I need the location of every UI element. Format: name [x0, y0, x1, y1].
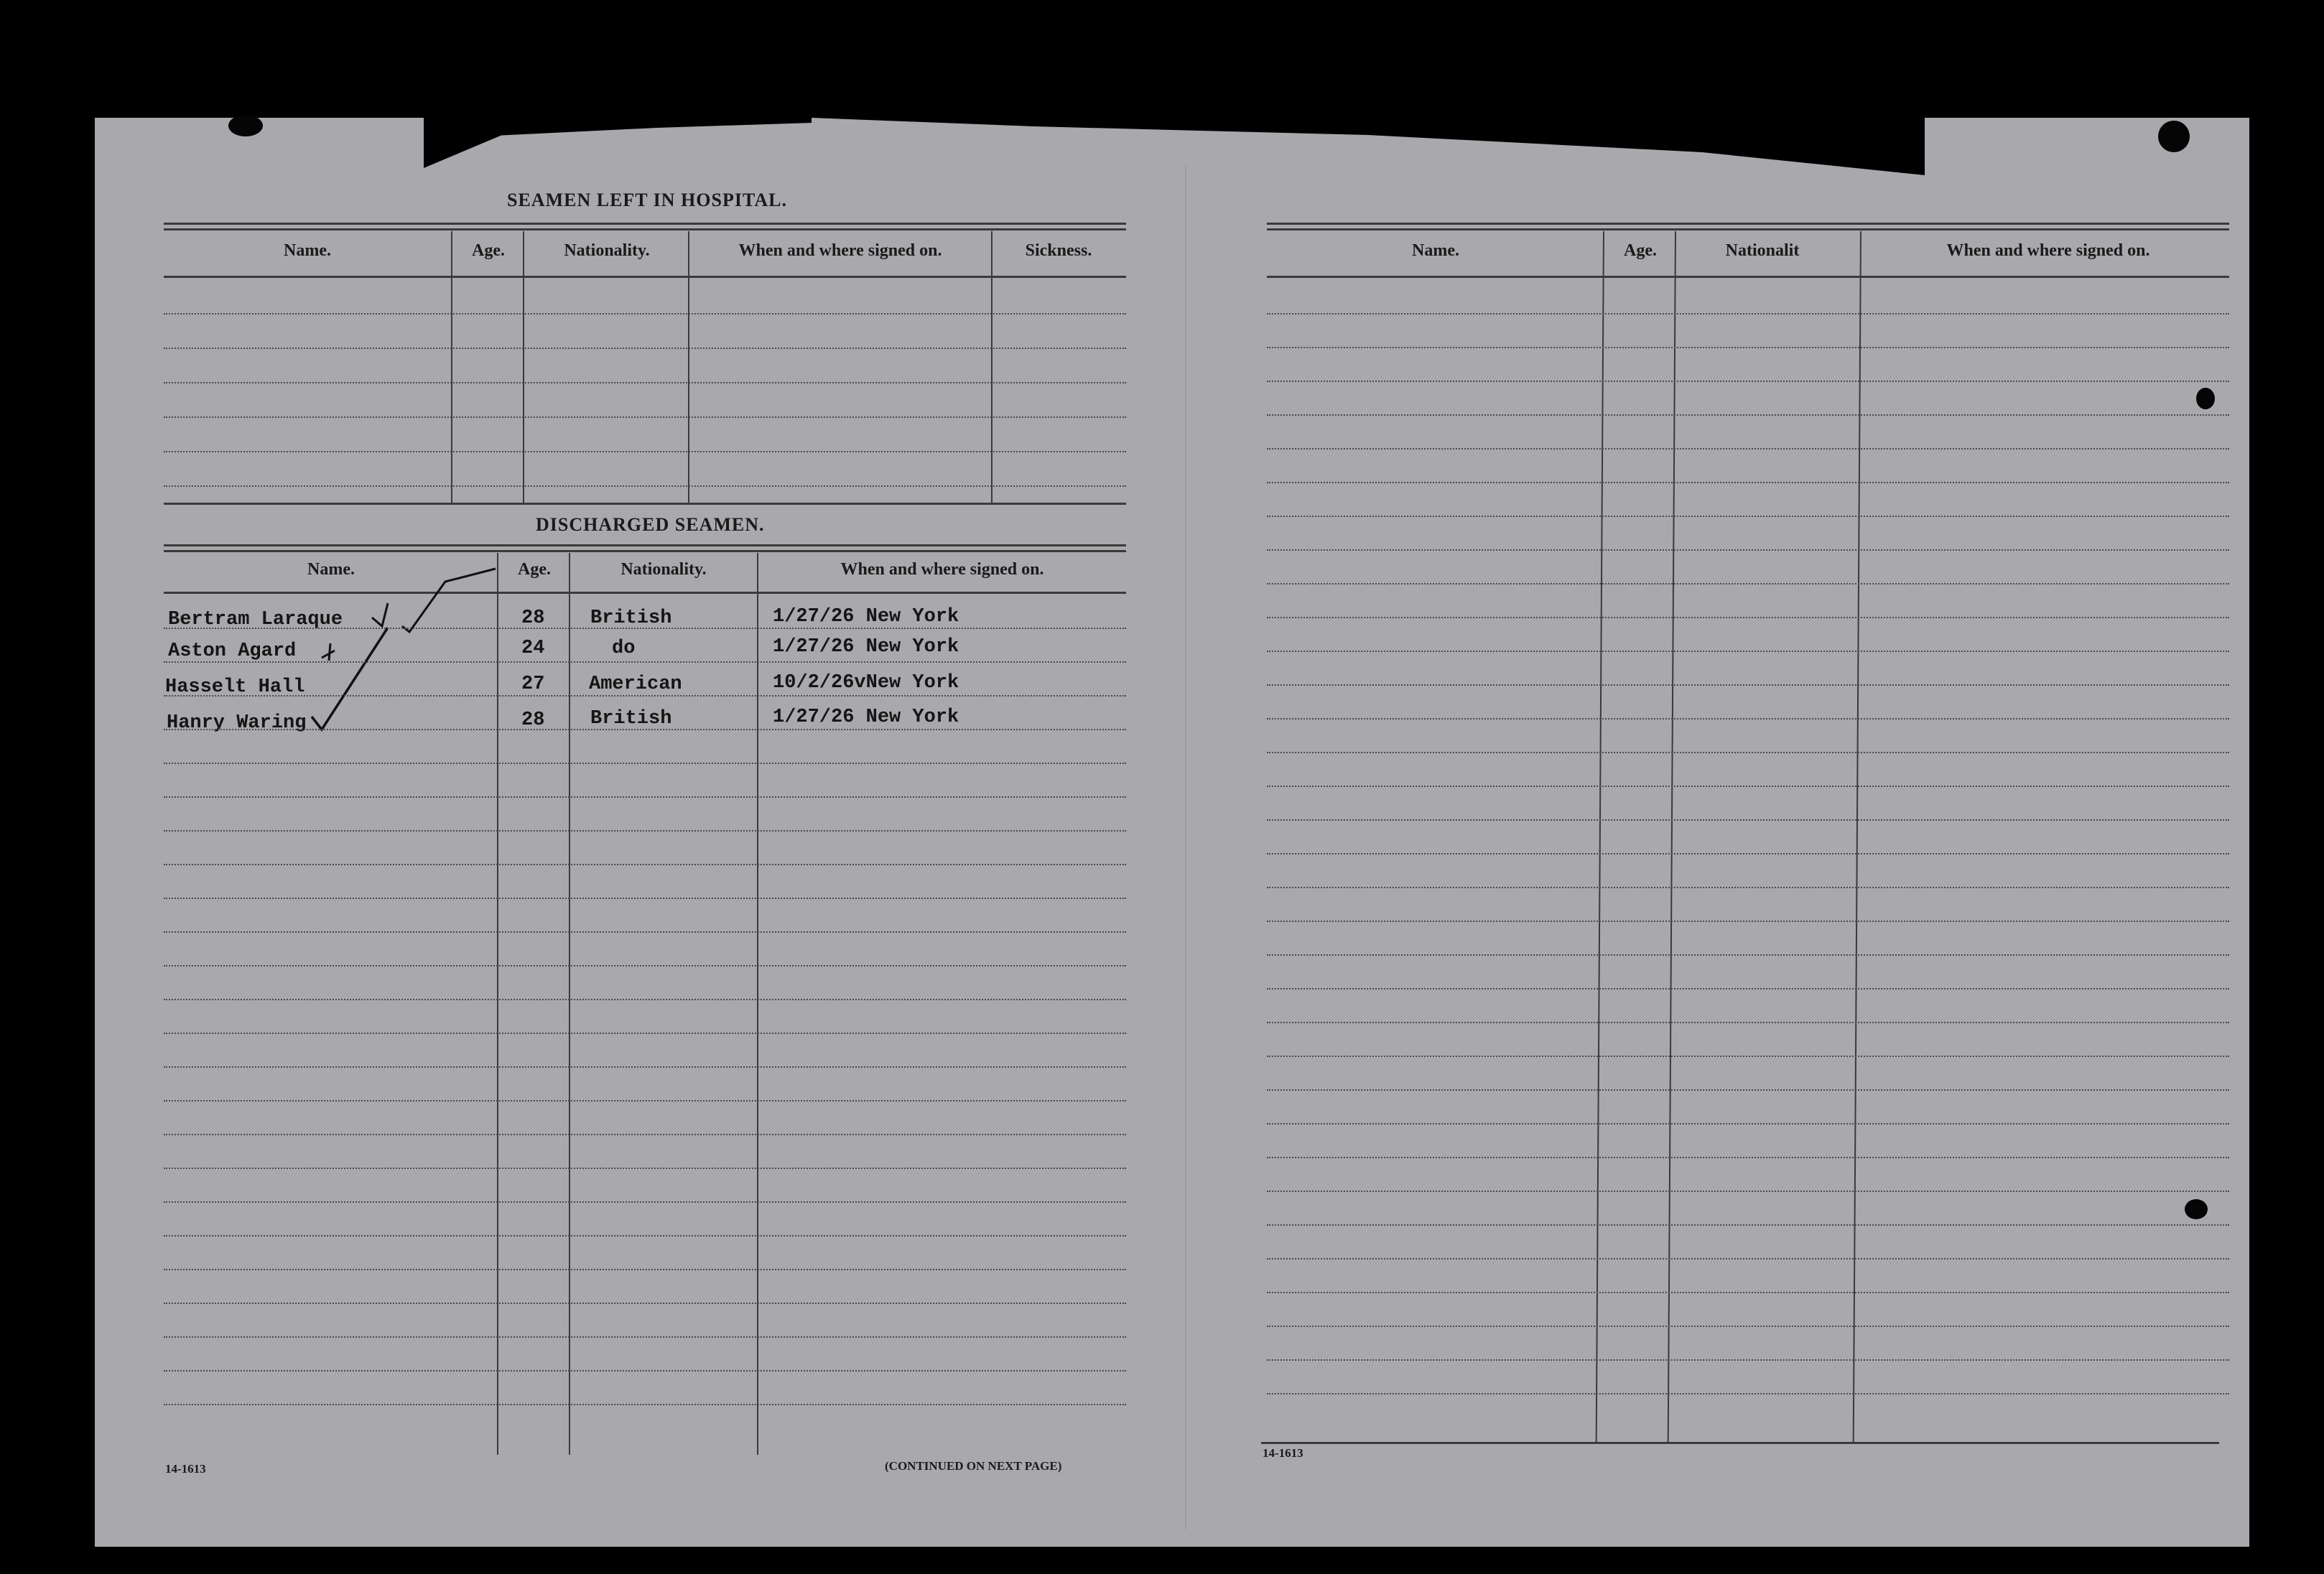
hospital-col-divider: [523, 231, 524, 503]
hospital-header-nationality: Nationality.: [564, 241, 650, 260]
discharged-row-line: [164, 628, 1126, 629]
right-row-line: [1267, 381, 2229, 382]
hospital-top-rule: [164, 228, 1126, 230]
discharged-row-line: [164, 999, 1126, 1000]
discharged-header-age: Age.: [518, 560, 551, 579]
seaman-signed-on: 1/27/26 New York: [773, 707, 959, 728]
hospital-bottom-rule: [164, 503, 1126, 505]
discharged-top-rule: [164, 550, 1126, 552]
handwritten-checkmarks: [302, 560, 531, 747]
cross-mark: [322, 643, 335, 661]
right-row-line: [1267, 988, 2229, 989]
seaman-name: Aston Agard: [168, 641, 297, 662]
discharged-row-line: [164, 1336, 1126, 1338]
right-row-line: [1267, 1359, 2229, 1361]
right-row-line: [1267, 347, 2229, 348]
discharged-row-line: [164, 1269, 1126, 1270]
check-mark: [372, 603, 388, 626]
seaman-signed-on: 10/2/26vNew York: [773, 672, 959, 694]
right-row-line: [1267, 1393, 2229, 1394]
right-row-line: [1267, 853, 2229, 854]
hospital-header-signed-on: When and where signed on.: [738, 241, 942, 260]
seaman-nationality: American: [589, 674, 682, 695]
discharged-row-line: [164, 661, 1126, 663]
seaman-name: Hasselt Hall: [165, 676, 305, 698]
hospital-header-rule: [164, 276, 1126, 278]
discharged-row-line: [164, 796, 1126, 798]
seaman-age: 24: [521, 638, 545, 659]
right-row-line: [1267, 549, 2229, 551]
page-fold: [1185, 165, 1186, 1529]
hospital-header-age: Age.: [472, 241, 505, 260]
check-mark: [312, 628, 388, 730]
seaman-age: 27: [521, 674, 545, 695]
right-row-line: [1267, 921, 2229, 922]
discharged-row-line: [164, 1134, 1126, 1135]
seaman-name: Bertram Laraque: [168, 609, 343, 630]
hospital-header-sickness: Sickness.: [1025, 241, 1092, 260]
hospital-section-title: SEAMEN LEFT IN HOSPITAL.: [507, 190, 788, 210]
discharged-row-line: [164, 898, 1126, 899]
hospital-row-line: [164, 485, 1126, 487]
discharged-header-name: Name.: [307, 560, 355, 579]
discharged-row-line: [164, 1066, 1126, 1068]
hospital-col-divider: [991, 231, 993, 503]
right-row-line: [1267, 1224, 2229, 1226]
discharged-col-divider: [757, 553, 758, 1455]
hospital-row-line: [164, 313, 1126, 315]
right-header-name: Name.: [1412, 241, 1459, 260]
discharged-row-line: [164, 1168, 1126, 1169]
discharged-row-line: [164, 763, 1126, 764]
right-header-age: Age.: [1624, 241, 1657, 260]
seaman-nationality: British: [590, 708, 672, 730]
discharged-row-line: [164, 1404, 1126, 1405]
discharged-col-divider: [569, 553, 570, 1455]
discharged-row-line: [164, 729, 1126, 730]
right-row-line: [1267, 313, 2229, 315]
hospital-header-name: Name.: [284, 241, 331, 260]
punch-hole: [228, 115, 263, 136]
discharged-section-title: DISCHARGED SEAMEN.: [536, 514, 765, 535]
continued-note: (CONTINUED ON NEXT PAGE): [885, 1459, 1062, 1473]
right-header-nationality: Nationalit: [1725, 241, 1800, 260]
discharged-row-line: [164, 1235, 1126, 1237]
seaman-nationality: British: [590, 607, 672, 629]
right-row-line: [1267, 1089, 2229, 1091]
right-row-line: [1267, 1292, 2229, 1293]
seaman-signed-on: 1/27/26 New York: [773, 636, 959, 658]
discharged-row-line: [164, 965, 1126, 967]
discharged-row-line: [164, 1201, 1126, 1203]
right-header-rule: [1267, 276, 2229, 278]
document-sheet: [95, 118, 2249, 1547]
seaman-age: 28: [521, 607, 545, 629]
right-row-line: [1267, 1326, 2229, 1327]
seaman-nationality: do: [612, 638, 636, 659]
right-row-line: [1267, 617, 2229, 618]
right-row-line: [1267, 752, 2229, 753]
right-row-line: [1267, 583, 2229, 585]
punch-hole: [2158, 121, 2190, 152]
right-row-line: [1267, 1022, 2229, 1023]
right-row-line: [1267, 819, 2229, 821]
right-top-rule: [1267, 223, 2229, 225]
right-bottom-rule: [1261, 1442, 2219, 1444]
seaman-signed-on: 1/27/26 New York: [773, 606, 959, 628]
discharged-top-rule: [164, 544, 1126, 546]
right-row-line: [1267, 1191, 2229, 1192]
discharged-row-line: [164, 830, 1126, 832]
right-row-line: [1267, 1157, 2229, 1158]
right-row-line: [1267, 1056, 2229, 1057]
right-row-line: [1267, 414, 2229, 416]
right-row-line: [1267, 786, 2229, 787]
right-header-signed-on: When and where signed on.: [1946, 241, 2150, 260]
discharged-row-line: [164, 1033, 1126, 1034]
discharged-header-signed-on: When and where signed on.: [840, 560, 1044, 579]
discharged-header-nationality: Nationality.: [620, 560, 707, 579]
hospital-col-divider: [451, 231, 452, 503]
seaman-name: Hanry Waring: [167, 712, 307, 734]
discharged-row-line: [164, 695, 1126, 697]
seaman-age: 28: [521, 709, 545, 731]
ink-blot: [2185, 1199, 2208, 1219]
hospital-row-line: [164, 451, 1126, 452]
ink-blot: [2196, 388, 2215, 409]
right-row-line: [1267, 887, 2229, 888]
hospital-top-rule: [164, 223, 1126, 225]
right-row-line: [1267, 516, 2229, 517]
hospital-col-divider: [688, 231, 689, 503]
discharged-row-line: [164, 864, 1126, 865]
right-row-line: [1267, 954, 2229, 956]
right-row-line: [1267, 651, 2229, 652]
right-top-rule: [1267, 228, 2229, 230]
check-mark: [402, 569, 496, 632]
hospital-row-line: [164, 348, 1126, 349]
form-number-right: 14-1613: [1263, 1446, 1303, 1460]
discharged-row-line: [164, 931, 1126, 933]
right-row-line: [1267, 1123, 2229, 1124]
discharged-row-line: [164, 1303, 1126, 1304]
right-row-line: [1267, 482, 2229, 483]
right-row-line: [1267, 1258, 2229, 1259]
right-row-line: [1267, 718, 2229, 720]
hospital-row-line: [164, 382, 1126, 383]
right-row-line: [1267, 684, 2229, 686]
discharged-row-line: [164, 1370, 1126, 1372]
discharged-row-line: [164, 1100, 1126, 1102]
form-number-left: 14-1613: [165, 1462, 206, 1476]
hospital-row-line: [164, 416, 1126, 418]
right-row-line: [1267, 448, 2229, 450]
